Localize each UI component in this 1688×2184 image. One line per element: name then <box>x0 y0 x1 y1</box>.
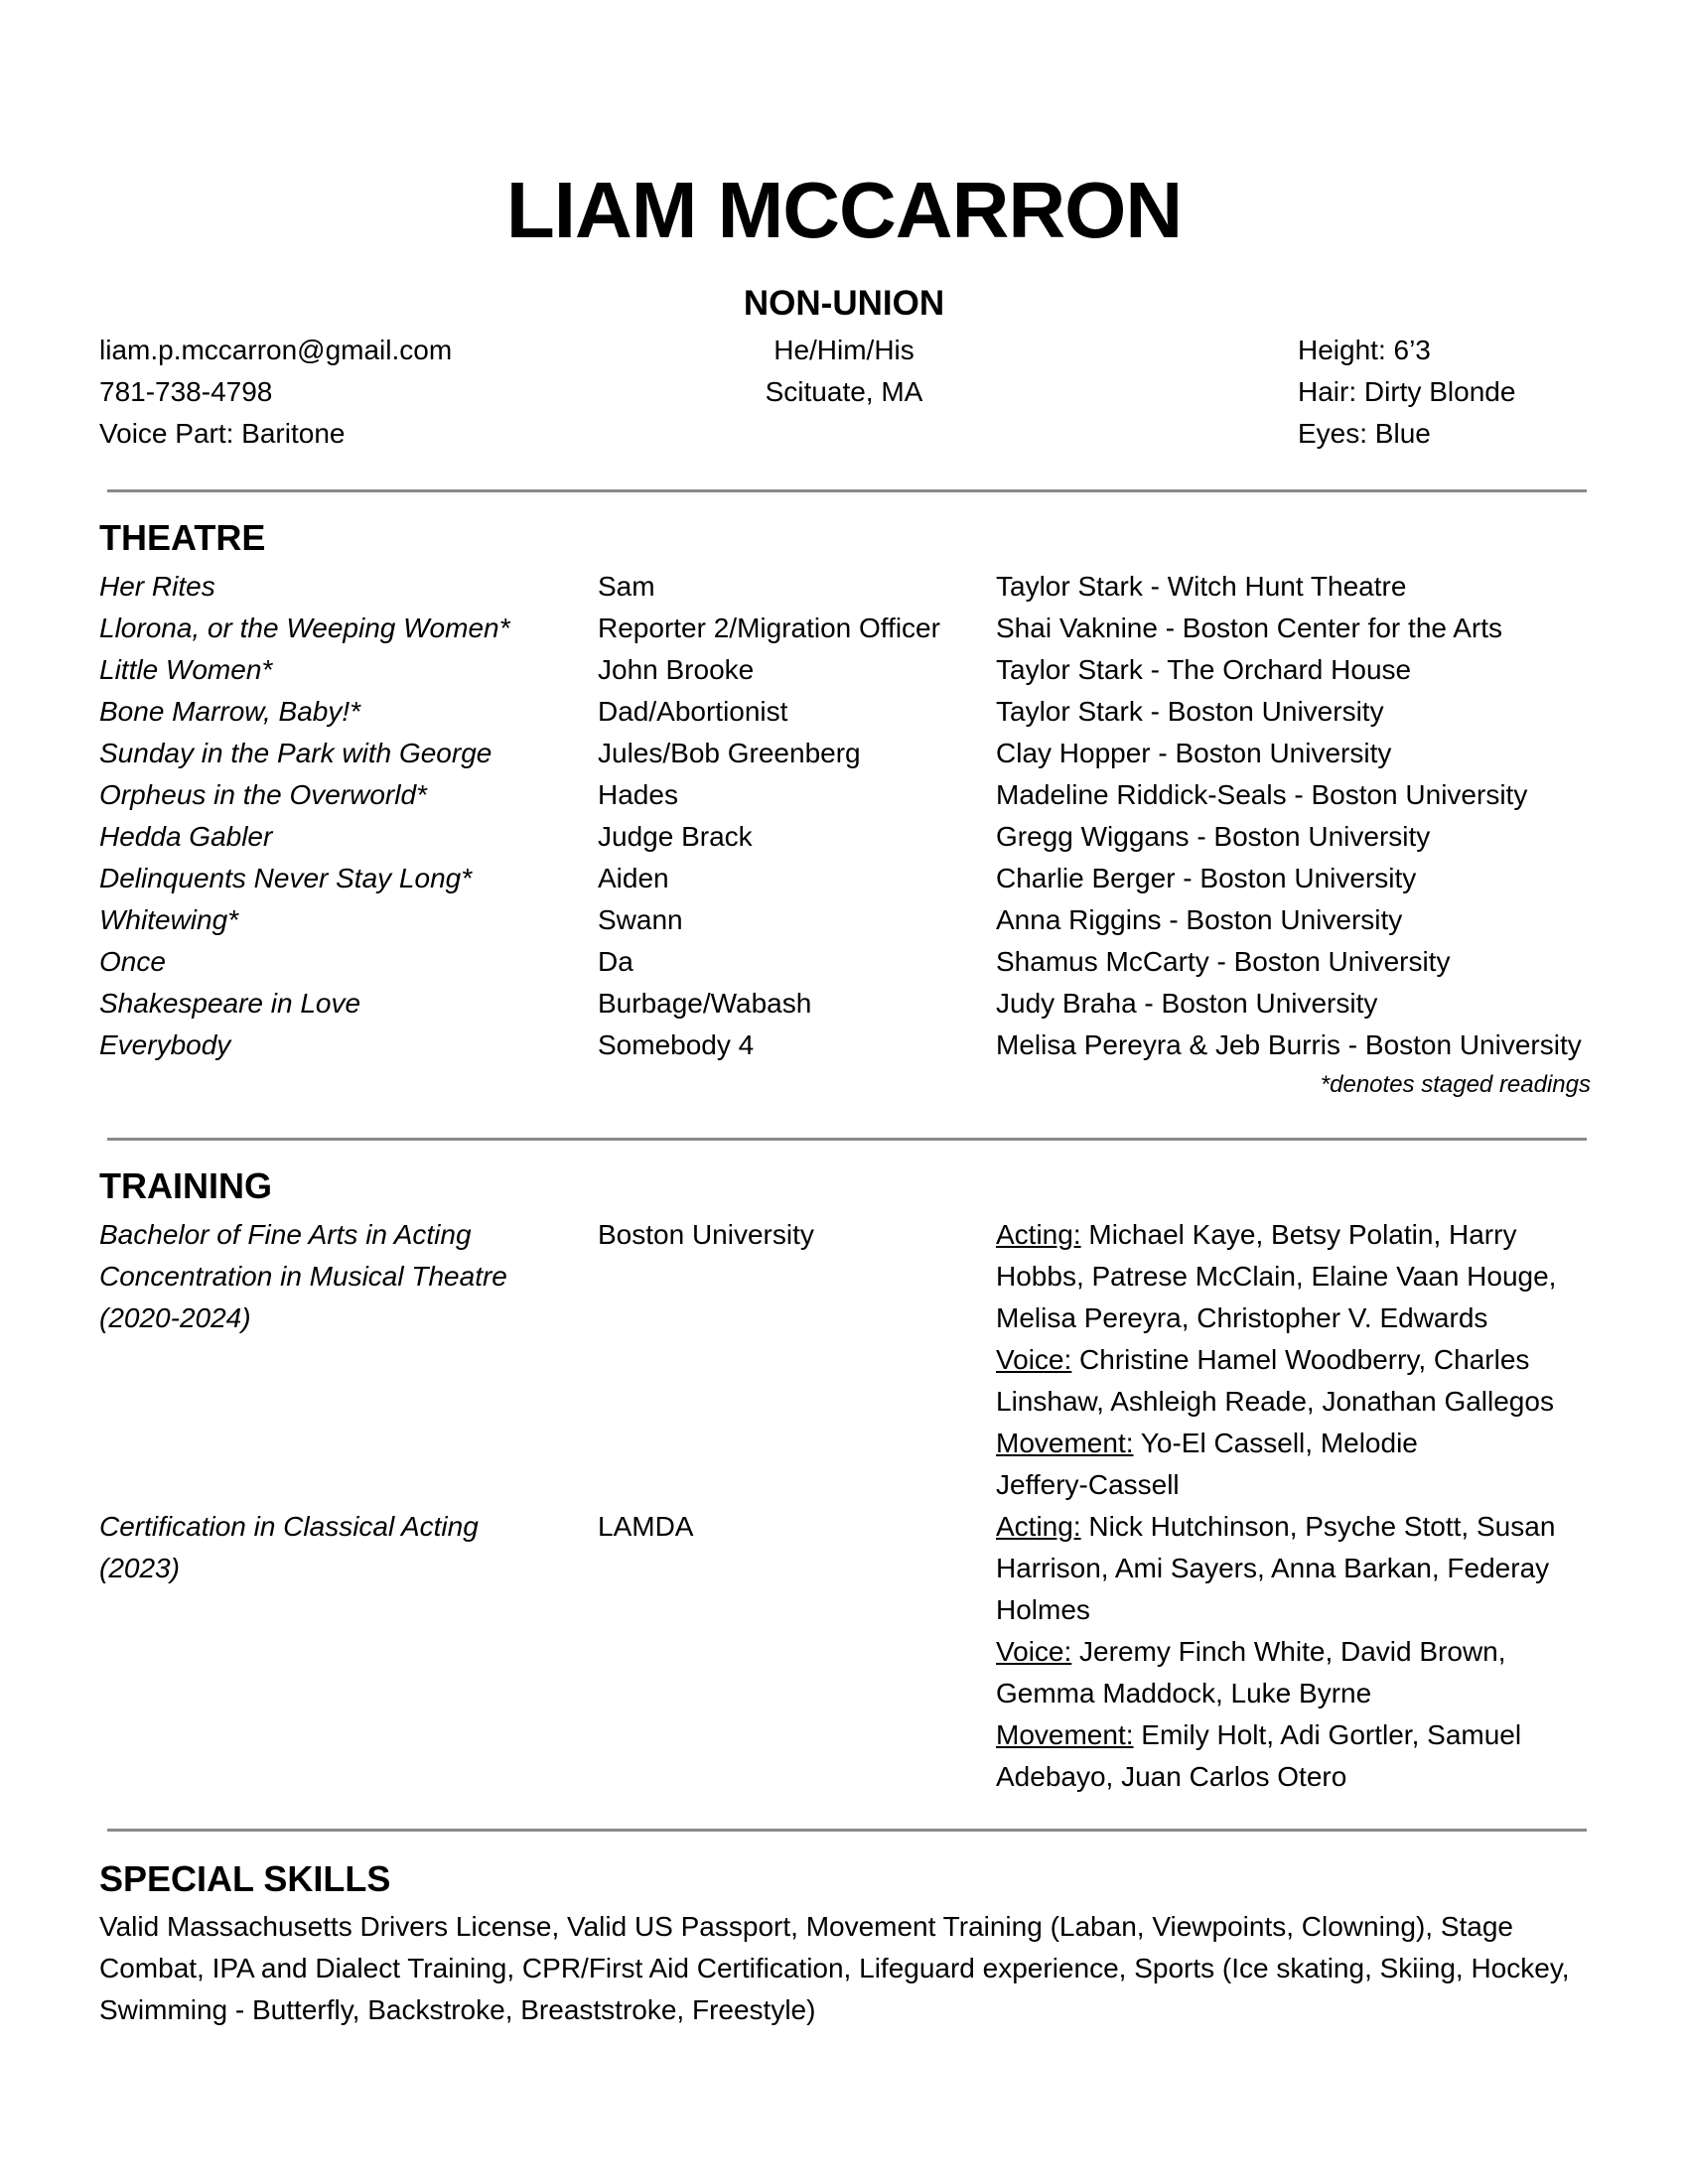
staged-readings-note: *denotes staged readings <box>1320 1071 1591 1098</box>
teacher-line <box>996 1631 1592 1673</box>
theatre-row <box>0 1024 1688 1066</box>
theatre-row <box>0 983 1688 1024</box>
teacher-names: Jeremy Finch White, David Brown, <box>1071 1636 1506 1667</box>
director-venue: Clay Hopper - Boston University <box>996 738 1392 768</box>
discipline-label: Voice: <box>996 1344 1072 1375</box>
theatre-heading: THEATRE <box>99 517 266 558</box>
show-title: Bone Marrow, Baby!* <box>99 696 361 727</box>
teacher-line: Melisa Pereyra, Christopher V. Edwards <box>996 1302 1488 1333</box>
show-title: Her Rites <box>99 571 215 602</box>
discipline-label: Acting: <box>996 1219 1081 1250</box>
theatre-row <box>0 899 1688 941</box>
discipline-label: Movement: <box>996 1428 1134 1458</box>
theatre-row <box>0 733 1688 774</box>
director-venue: Anna Riggins - Boston University <box>996 904 1403 935</box>
show-title: Sunday in the Park with George <box>99 738 492 768</box>
teacher-line <box>996 1714 1592 1756</box>
theatre-row <box>0 941 1688 983</box>
director-venue: Melisa Pereyra & Jeb Burris - Boston University <box>996 1029 1582 1060</box>
teacher-line: Harrison, Ami Sayers, Anna Barkan, Federay <box>996 1553 1550 1583</box>
teacher-line <box>996 1506 1592 1548</box>
director-venue: Madeline Riddick-Seals - Boston University <box>996 779 1528 810</box>
location: Scituate, MA <box>765 376 923 407</box>
teacher-line: Linshaw, Ashleigh Reade, Jonathan Gallegos <box>996 1386 1554 1417</box>
director-venue: Taylor Stark - Witch Hunt Theatre <box>996 571 1407 602</box>
teacher-line <box>996 1339 1592 1381</box>
show-title: Once <box>99 946 166 977</box>
role: Da <box>598 946 633 977</box>
program-line: (2020-2024) <box>99 1302 251 1333</box>
theatre-row <box>0 691 1688 733</box>
role: Burbage/Wabash <box>598 988 812 1019</box>
role: Somebody 4 <box>598 1029 755 1060</box>
special-skills-text: Valid Massachusetts Drivers License, Valid US Passport, Movement Training (Laban, Viewpoints, Clowning), Stage Combat, IPA and Dialect Training, CPR/First Aid Certification, Lifeguard experience, Sports (Ice skating, Skiing, Hockey, Swimming - Butterfly, Backstroke, Breaststroke, Freestyle) <box>99 1911 1570 2025</box>
theatre-row <box>0 608 1688 649</box>
resume-name: LIAM MCCARRON <box>505 166 1183 254</box>
teacher-line <box>996 1423 1592 1464</box>
director-venue: Shamus McCarty - Boston University <box>996 946 1451 977</box>
director-venue: Judy Braha - Boston University <box>996 988 1378 1019</box>
role: Judge Brack <box>598 821 753 852</box>
role: Dad/Abortionist <box>598 696 788 727</box>
special-skills-heading: SPECIAL SKILLS <box>99 1858 391 1899</box>
teacher-line: Adebayo, Juan Carlos Otero <box>996 1761 1347 1792</box>
director-venue: Gregg Wiggans - Boston University <box>996 821 1431 852</box>
training-heading: TRAINING <box>99 1165 272 1206</box>
program-line: Bachelor of Fine Arts in Acting <box>99 1219 472 1250</box>
section-divider <box>107 1829 1587 1832</box>
teacher-names: Christine Hamel Woodberry, Charles <box>1071 1344 1530 1375</box>
teacher-names: Yo-El Cassell, Melodie <box>1133 1428 1418 1458</box>
role: Hades <box>598 779 678 810</box>
discipline-label: Movement: <box>996 1719 1134 1750</box>
director-venue: Charlie Berger - Boston University <box>996 863 1417 893</box>
theatre-row <box>0 566 1688 608</box>
theatre-row <box>0 649 1688 691</box>
theatre-row <box>0 858 1688 899</box>
role: Swann <box>598 904 683 935</box>
training-school: Boston University <box>598 1219 814 1250</box>
teacher-names: Nick Hutchinson, Psyche Stott, Susan <box>1080 1511 1556 1542</box>
training-program <box>99 1506 566 1589</box>
teacher-line: Holmes <box>996 1594 1090 1625</box>
program-line: (2023) <box>99 1553 180 1583</box>
teacher-line: Hobbs, Patrese McClain, Elaine Vaan Houge, <box>996 1261 1557 1292</box>
program-line: Certification in Classical Acting <box>99 1511 479 1542</box>
role: John Brooke <box>598 654 755 685</box>
hair: Hair: Dirty Blonde <box>1298 376 1516 407</box>
role: Sam <box>598 571 655 602</box>
voice-part: Voice Part: Baritone <box>99 418 346 449</box>
section-divider <box>107 1138 1587 1141</box>
section-divider <box>107 489 1587 492</box>
role: Jules/Bob Greenberg <box>598 738 861 768</box>
show-title: Delinquents Never Stay Long* <box>99 863 473 893</box>
teacher-names: Emily Holt, Adi Gortler, Samuel <box>1133 1719 1522 1750</box>
theatre-row <box>0 774 1688 816</box>
program-line: Concentration in Musical Theatre <box>99 1261 507 1292</box>
director-venue: Shai Vaknine - Boston Center for the Arts <box>996 613 1502 643</box>
show-title: Little Women* <box>99 654 273 685</box>
training-school: LAMDA <box>598 1511 694 1542</box>
show-title: Hedda Gabler <box>99 821 273 852</box>
director-venue: Taylor Stark - Boston University <box>996 696 1384 727</box>
pronouns: He/Him/His <box>774 335 914 365</box>
eyes: Eyes: Blue <box>1298 418 1431 449</box>
discipline-label: Acting: <box>996 1511 1081 1542</box>
director-venue: Taylor Stark - The Orchard House <box>996 654 1412 685</box>
teacher-names: Michael Kaye, Betsy Polatin, Harry <box>1080 1219 1517 1250</box>
role: Reporter 2/Migration Officer <box>598 613 940 643</box>
show-title: Orpheus in the Overworld* <box>99 779 427 810</box>
union-status: NON-UNION <box>743 284 945 323</box>
contact-email: liam.p.mccarron@gmail.com <box>99 335 453 365</box>
training-program <box>99 1214 566 1339</box>
teacher-line: Jeffery-Cassell <box>996 1469 1180 1500</box>
show-title: Shakespeare in Love <box>99 988 361 1019</box>
show-title: Whitewing* <box>99 904 239 935</box>
training-teachers <box>996 1506 1592 1798</box>
show-title: Everybody <box>99 1029 231 1060</box>
theatre-row <box>0 816 1688 858</box>
show-title: Llorona, or the Weeping Women* <box>99 613 510 643</box>
training-teachers <box>996 1214 1592 1506</box>
teacher-line: Gemma Maddock, Luke Byrne <box>996 1678 1372 1708</box>
contact-phone: 781-738-4798 <box>99 376 273 407</box>
teacher-line <box>996 1214 1592 1256</box>
role: Aiden <box>598 863 669 893</box>
discipline-label: Voice: <box>996 1636 1072 1667</box>
height: Height: 6’3 <box>1298 335 1431 365</box>
